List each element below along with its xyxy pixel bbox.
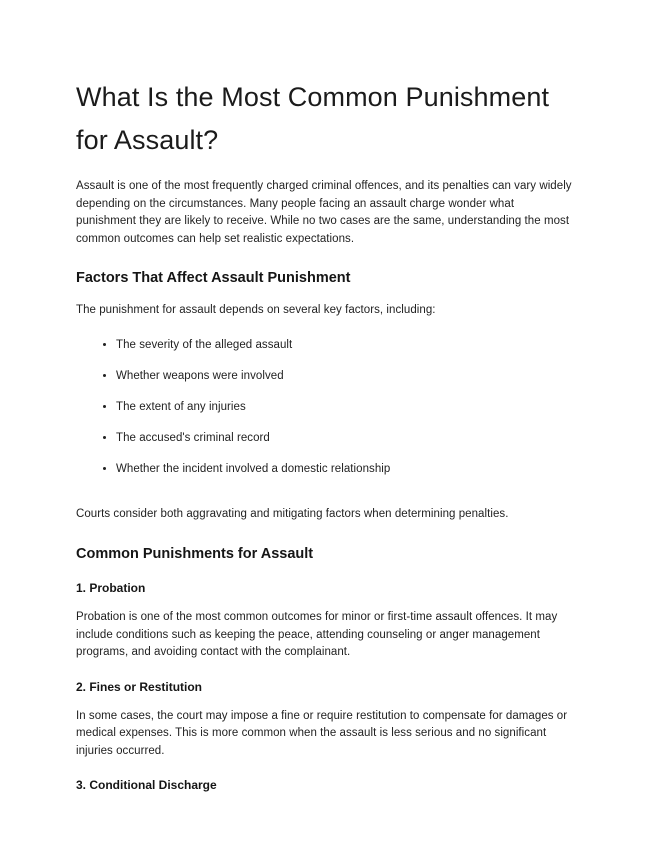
factor-item: • Whether weapons were involved <box>116 368 575 385</box>
intro-paragraph: Assault is one of the most frequently charged criminal offences, and its penalties can vary widely depending on the circumstances. Many people facing an assault charge wonder what punishment they are likely to receive. While no two cases are the same, understanding the most common outcomes can help set realistic expectations. <box>76 180 572 245</box>
document-title: What Is the Most Common Punishment for Assault? <box>76 82 550 155</box>
factors-heading: Factors That Affect Assault Punishment <box>76 270 351 286</box>
factors-lead-paragraph: The punishment for assault depends on several key factors, including: <box>76 304 436 316</box>
punishment-section-heading-fines: 2. Fines or Restitution <box>76 679 203 694</box>
punishment-section-heading-conditional-discharge: 3. Conditional Discharge <box>76 778 217 792</box>
factor-item: • Whether the incident involved a domestic relationship <box>116 461 575 478</box>
factors-note-paragraph: Courts consider both aggravating and mitigating factors when determining penalties. <box>76 507 509 520</box>
punishments-heading: Common Punishments for Assault <box>76 546 314 562</box>
punishment-section-heading-probation: 1. Probation <box>76 581 146 595</box>
punishment-section-body-fines: In some cases, the court may impose a fine or require restitution to compensate for damages or medical expenses. This is more common when the assault is less serious and no significant injuries occurred. <box>76 709 568 757</box>
factors-list <box>76 337 575 478</box>
factor-item: • The accused's criminal record <box>116 430 575 447</box>
punishment-section-body-probation: Probation is one of the most common outcomes for minor or first-time assault offences. It may include conditions such as keeping the peace, attending counseling or anger management programs, and avoiding contact with the complainant. <box>76 611 558 658</box>
factor-item: • The severity of the alleged assault <box>116 337 575 354</box>
factor-item: • The extent of any injuries <box>116 399 575 416</box>
